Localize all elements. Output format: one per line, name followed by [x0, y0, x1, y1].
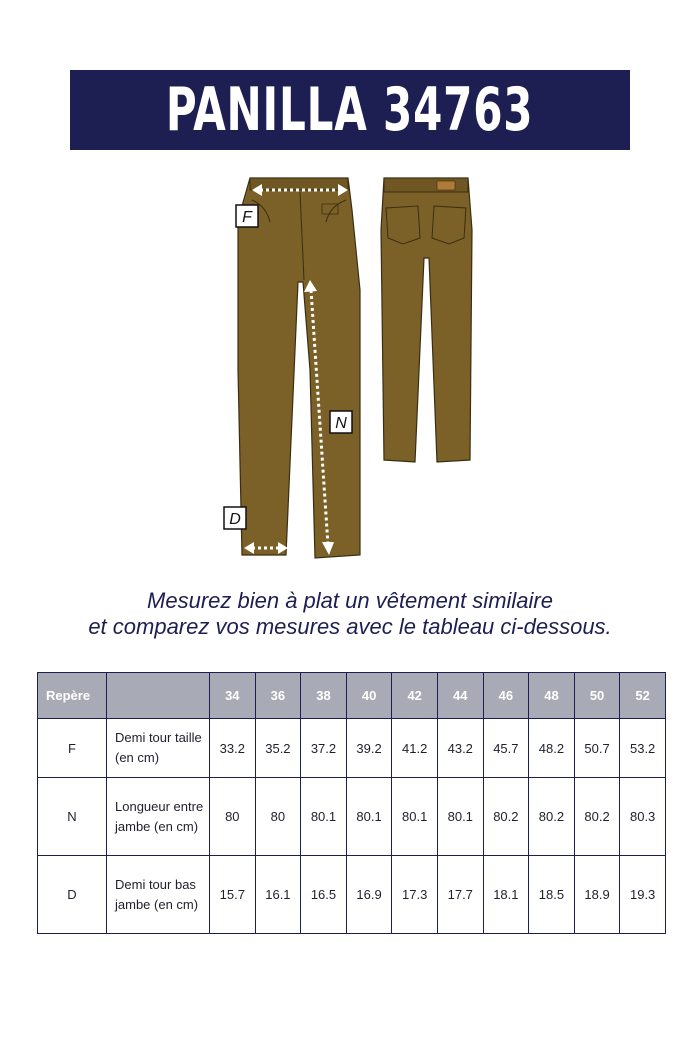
header-size: 36: [255, 673, 301, 719]
table-cell: 16.5: [301, 856, 347, 934]
trousers-front-view: [238, 178, 360, 558]
table-cell: 80: [255, 778, 301, 856]
table-row: [38, 856, 666, 934]
header-size: 38: [301, 673, 347, 719]
measuring-instructions: [20, 588, 680, 640]
label-d: [224, 507, 246, 529]
table-cell: 53.2: [620, 719, 666, 778]
instructions-line-2: et comparez vos mesures avec le tableau ci-dessous.: [88, 614, 612, 639]
table-cell: 37.2: [301, 719, 347, 778]
row-mark: D: [38, 856, 107, 934]
table-cell: 15.7: [210, 856, 256, 934]
size-chart-table: [37, 672, 666, 934]
table-cell: 80.1: [437, 778, 483, 856]
row-mark: F: [38, 719, 107, 778]
table-cell: 80: [210, 778, 256, 856]
row-label: Longueur entre jambe (en cm): [107, 778, 210, 856]
table-cell: 19.3: [620, 856, 666, 934]
row-label: Demi tour taille (en cm): [107, 719, 210, 778]
header-repere: Repère: [38, 673, 107, 719]
instructions-line-1: Mesurez bien à plat un vêtement similaire: [147, 588, 553, 613]
label-n: [330, 411, 352, 433]
table-cell: 45.7: [483, 719, 529, 778]
svg-text:F: F: [242, 209, 252, 226]
table-cell: 35.2: [255, 719, 301, 778]
product-title: PANILLA 34763: [166, 75, 534, 145]
table-cell: 80.2: [483, 778, 529, 856]
table-cell: 80.2: [574, 778, 620, 856]
table-cell: 80.2: [529, 778, 575, 856]
svg-text:D: D: [229, 511, 241, 528]
header-size: 42: [392, 673, 438, 719]
header-size: 40: [346, 673, 392, 719]
row-label: Demi tour bas jambe (en cm): [107, 856, 210, 934]
table-cell: 43.2: [437, 719, 483, 778]
table-cell: 33.2: [210, 719, 256, 778]
header-size: 50: [574, 673, 620, 719]
trousers-back-view: [381, 178, 472, 462]
label-f: [236, 205, 258, 227]
table-cell: 80.1: [346, 778, 392, 856]
table-cell: 18.5: [529, 856, 575, 934]
header-description: [107, 673, 210, 719]
header-size: 34: [210, 673, 256, 719]
table-cell: 17.3: [392, 856, 438, 934]
table-cell: 16.9: [346, 856, 392, 934]
table-cell: 16.1: [255, 856, 301, 934]
table-cell: 18.9: [574, 856, 620, 934]
table-row: [38, 778, 666, 856]
table-cell: 80.1: [392, 778, 438, 856]
table-cell: 80.1: [301, 778, 347, 856]
table-cell: 48.2: [529, 719, 575, 778]
table-cell: 80.3: [620, 778, 666, 856]
header-size: 52: [620, 673, 666, 719]
header-size: 46: [483, 673, 529, 719]
table-row: [38, 719, 666, 778]
table-cell: 41.2: [392, 719, 438, 778]
trousers-diagram: [200, 170, 500, 570]
svg-text:N: N: [335, 415, 347, 432]
table-cell: 39.2: [346, 719, 392, 778]
table-cell: 17.7: [437, 856, 483, 934]
row-mark: N: [38, 778, 107, 856]
table-header-row: [38, 673, 666, 719]
table-cell: 18.1: [483, 856, 529, 934]
table-cell: 50.7: [574, 719, 620, 778]
title-banner: [70, 70, 630, 150]
header-size: 48: [529, 673, 575, 719]
header-size: 44: [437, 673, 483, 719]
